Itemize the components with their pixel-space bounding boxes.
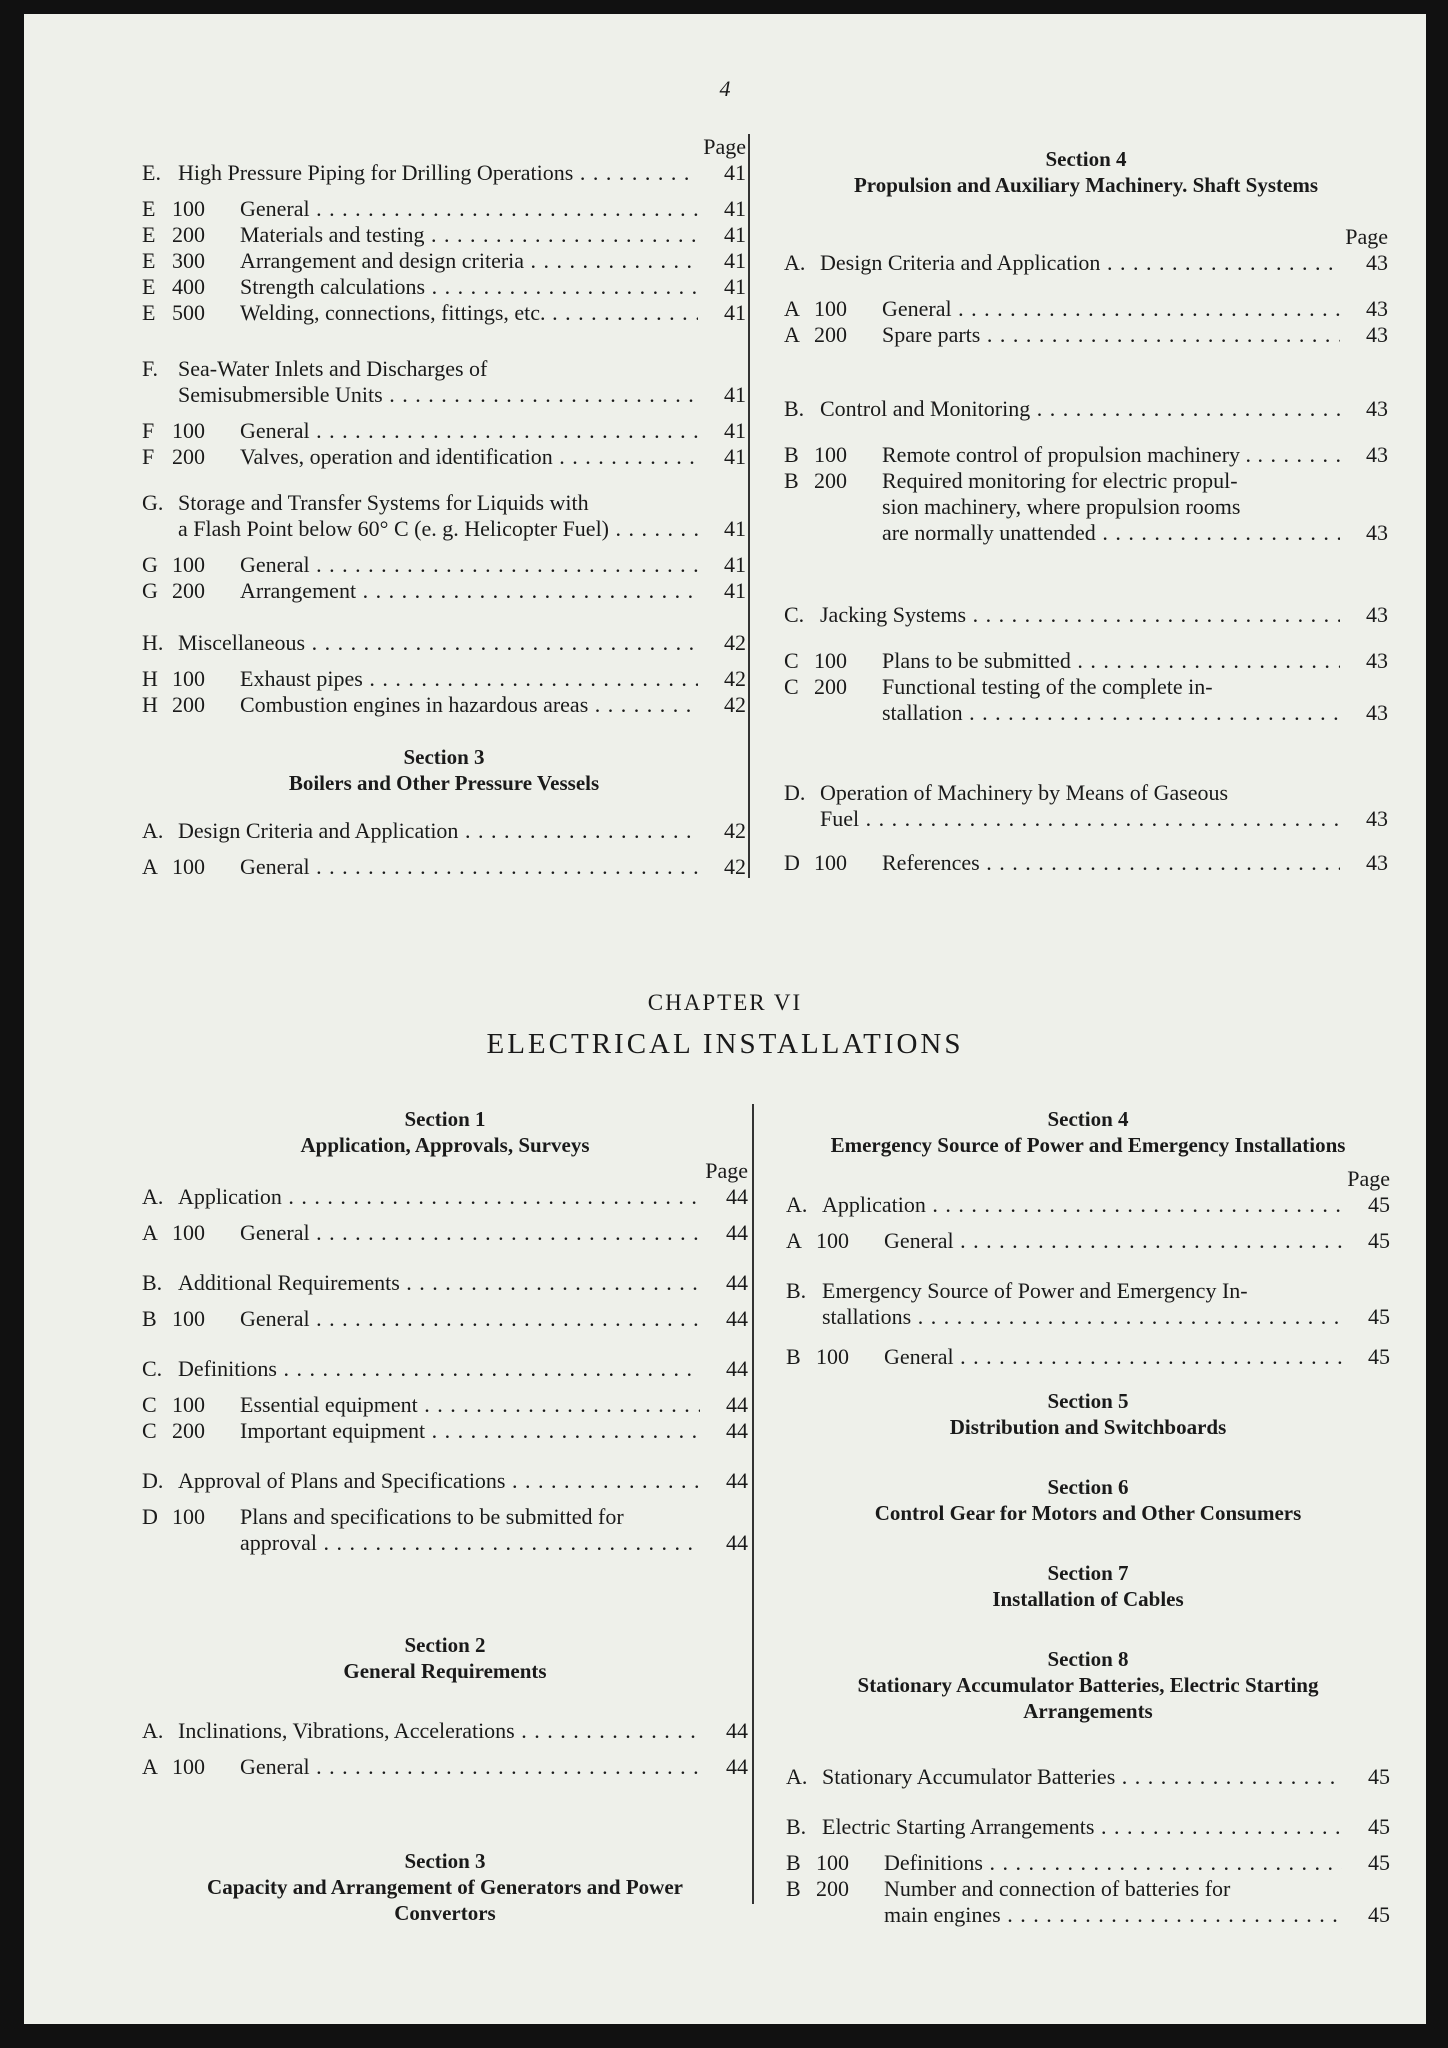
toc-entry: [784, 700, 1388, 726]
toc-entry-title: Inclinations, Vibrations, Accelerations . . .: [178, 1718, 700, 1744]
section-subtitle: Installation of Cables: [992, 1587, 1184, 1611]
toc-entry: [142, 196, 746, 222]
toc-entry-letter: A: [142, 1220, 158, 1245]
toc-entry: [142, 300, 746, 326]
toc-entry-title: Operation of Machinery by Means of Gaseous: [820, 780, 1229, 805]
section-title: Section 5: [1047, 1389, 1129, 1413]
toc-entry-page: 45: [1368, 1814, 1390, 1839]
toc-entry-page: 44: [726, 1270, 748, 1295]
toc-entry-title: Plans to be submitted . . .: [882, 648, 1340, 674]
toc-column-bottom-right: [786, 1094, 1390, 1944]
toc-entry-letter: G: [142, 552, 158, 577]
toc-entry-letter: B.: [784, 396, 805, 421]
toc-entry-number: 200: [814, 322, 847, 347]
section-subtitle: Boilers and Other Pressure Vessels: [288, 771, 600, 795]
toc-entry-number: 100: [814, 850, 847, 875]
toc-entry-number: 100: [814, 648, 847, 673]
toc-entry-letter: A.: [142, 1718, 164, 1743]
toc-entry-letter: G: [142, 578, 158, 603]
toc-entry-letter: A: [784, 296, 800, 321]
toc-entry: [786, 1814, 1390, 1840]
toc-entry: [142, 1418, 748, 1444]
section-title: Section 3: [404, 1849, 486, 1873]
toc-entry: [142, 854, 746, 880]
toc-entry-page: 44: [726, 1530, 748, 1555]
toc-entry-letter: D: [784, 850, 800, 875]
section-subtitle: Arrangements: [1023, 1699, 1153, 1723]
toc-entry: [142, 444, 746, 470]
toc-entry-page: 41: [724, 418, 746, 443]
toc-entry-page: 41: [724, 274, 746, 299]
toc-entry-number: 100: [172, 666, 205, 691]
toc-entry-page: 43: [1366, 520, 1388, 545]
toc-entry: [142, 1504, 748, 1530]
toc-entry-title: Arrangement and design criteria . . .: [240, 248, 698, 274]
toc-entry: [142, 516, 746, 542]
toc-entry-title: Essential equipment . . .: [240, 1392, 700, 1418]
toc-entry-title: are normally unattended . . .: [882, 520, 1340, 546]
toc-entry: [142, 818, 746, 844]
toc-entry-number: 100: [816, 1850, 849, 1875]
section-title: Section 8: [1047, 1647, 1129, 1671]
toc-entry-number: 100: [172, 1220, 205, 1245]
toc-entry-page: 44: [726, 1184, 748, 1209]
toc-entry: [784, 494, 1388, 520]
toc-entry-letter: F.: [142, 356, 158, 381]
toc-entry-page: 43: [1366, 322, 1388, 347]
toc-entry: [142, 248, 746, 274]
toc-entry-title: Semisubmersible Units . . .: [178, 382, 698, 408]
toc-entry-title: a Flash Point below 60° C (e. g. Helicopter Fuel) . . .: [178, 516, 698, 542]
toc-entry-page: 45: [1368, 1228, 1390, 1253]
toc-entry: [784, 396, 1388, 422]
toc-entry-title: Design Criteria and Application . . .: [820, 250, 1340, 276]
toc-entry-letter: E: [142, 300, 156, 325]
toc-entry-page: 43: [1366, 700, 1388, 725]
toc-entry-page: 45: [1368, 1304, 1390, 1329]
toc-entry: [142, 578, 746, 604]
toc-entry: [142, 1754, 748, 1780]
toc-entry: [142, 552, 746, 578]
toc-entry-page: 41: [724, 578, 746, 603]
toc-entry: [784, 322, 1388, 348]
toc-entry-page: 42: [724, 666, 746, 691]
toc-entry-page: 44: [726, 1306, 748, 1331]
toc-entry-title: Emergency Source of Power and Emergency In-: [822, 1278, 1248, 1303]
toc-entry: [786, 1228, 1390, 1254]
toc-entry: [142, 1356, 748, 1382]
toc-entry-page: 43: [1366, 806, 1388, 831]
toc-entry: [142, 418, 746, 444]
toc-entry-title: High Pressure Piping for Drilling Operations . . .: [178, 160, 698, 186]
toc-entry-title: Arrangement . . .: [240, 578, 698, 604]
toc-entry: [784, 442, 1388, 468]
toc-entry-title: Materials and testing . . .: [240, 222, 698, 248]
toc-entry: [142, 692, 746, 718]
toc-entry-letter: A.: [142, 1184, 164, 1209]
toc-entry-page: 44: [726, 1754, 748, 1779]
toc-entry-page: 43: [1366, 396, 1388, 421]
toc-entry-title: Storage and Transfer Systems for Liquids with: [178, 490, 589, 515]
toc-entry: [142, 666, 746, 692]
toc-entry: [142, 274, 746, 300]
toc-entry-letter: A.: [142, 818, 164, 843]
toc-entry-title: stallation . . .: [882, 700, 1340, 726]
toc-entry-page: 41: [724, 382, 746, 407]
toc-entry-title: General . . .: [240, 418, 698, 444]
toc-entry-page: 44: [726, 1392, 748, 1417]
toc-entry-title: Definitions . . .: [884, 1850, 1342, 1876]
section-subtitle: Control Gear for Motors and Other Consumers: [874, 1501, 1302, 1525]
toc-entry-title: General . . .: [240, 196, 698, 222]
toc-entry-number: 100: [172, 196, 205, 221]
chapter-label: CHAPTER VI: [647, 990, 803, 1015]
toc-entry-title: Application . . .: [822, 1192, 1342, 1218]
section-subtitle: Capacity and Arrangement of Generators and Power: [207, 1875, 683, 1899]
toc-entry: [142, 1392, 748, 1418]
toc-entry-title: Fuel . . .: [820, 806, 1340, 832]
toc-entry-letter: B.: [786, 1814, 807, 1839]
toc-entry-letter: D.: [142, 1468, 164, 1493]
toc-entry-page: 45: [1368, 1344, 1390, 1369]
toc-entry: [142, 630, 746, 656]
toc-entry-title: Welding, connections, fittings, etc. . . .: [240, 300, 698, 326]
toc-entry-letter: C: [784, 648, 799, 673]
toc-entry-number: 100: [172, 552, 205, 577]
toc-entry-page: 41: [724, 516, 746, 541]
toc-entry-title: General . . .: [240, 1220, 700, 1246]
toc-entry-title: Definitions . . .: [178, 1356, 700, 1382]
toc-entry-page: 43: [1366, 850, 1388, 875]
toc-column-top-left: [142, 134, 746, 894]
toc-entry-number: 100: [814, 442, 847, 467]
toc-entry-title: Valves, operation and identification . . .: [240, 444, 698, 470]
toc-entry-title: Strength calculations . . .: [240, 274, 698, 300]
section-subtitle: Convertors: [394, 1901, 496, 1925]
toc-entry-number: 200: [814, 674, 847, 699]
toc-entry-title: Control and Monitoring . . .: [820, 396, 1340, 422]
toc-entry-title: Jacking Systems . . .: [820, 602, 1340, 628]
toc-entry-page: 45: [1368, 1192, 1390, 1217]
toc-entry-page: 41: [724, 196, 746, 221]
section-subtitle: Application, Approvals, Surveys: [300, 1133, 590, 1157]
page-column-heading: Page: [1347, 1166, 1390, 1191]
toc-entry-number: 200: [172, 692, 205, 717]
toc-entry-letter: B.: [142, 1270, 163, 1295]
toc-entry: [784, 674, 1388, 700]
toc-entry-title: General . . .: [884, 1344, 1342, 1370]
toc-entry-page: 42: [724, 854, 746, 879]
toc-entry: [142, 356, 746, 382]
toc-entry: [784, 648, 1388, 674]
toc-entry-letter: B: [786, 1850, 801, 1875]
toc-entry-title: Stationary Accumulator Batteries . . .: [822, 1764, 1342, 1790]
toc-entry-page: 44: [726, 1468, 748, 1493]
toc-entry-letter: B.: [786, 1278, 807, 1303]
toc-entry-letter: C: [142, 1392, 157, 1417]
toc-entry: [784, 780, 1388, 806]
toc-entry-letter: E: [142, 248, 156, 273]
toc-entry-page: 41: [724, 160, 746, 185]
toc-entry-letter: A.: [784, 250, 806, 275]
toc-entry-title: References . . .: [882, 850, 1340, 876]
toc-entry-letter: E: [142, 222, 156, 247]
toc-entry-page: 42: [724, 692, 746, 717]
toc-entry-page: 41: [724, 248, 746, 273]
toc-entry-page: 43: [1366, 648, 1388, 673]
toc-entry: [142, 1184, 748, 1210]
toc-entry-letter: A: [786, 1228, 802, 1253]
toc-entry: [784, 250, 1388, 276]
toc-entry-letter: B: [786, 1344, 801, 1369]
toc-entry-letter: D: [142, 1504, 158, 1529]
section-subtitle: Stationary Accumulator Batteries, Electric Starting: [857, 1673, 1319, 1697]
toc-entry-page: 41: [724, 444, 746, 469]
toc-entry-letter: F: [142, 444, 155, 469]
section-title: Section 6: [1047, 1475, 1129, 1499]
toc-entry: [784, 520, 1388, 546]
toc-entry-number: 400: [172, 274, 205, 299]
toc-entry-letter: B: [784, 442, 799, 467]
toc-entry-title: Plans and specifications to be submitted for: [240, 1504, 624, 1529]
toc-entry-letter: G.: [142, 490, 164, 515]
toc-entry-letter: C: [784, 674, 799, 699]
toc-entry-number: 500: [172, 300, 205, 325]
toc-entry-number: 300: [172, 248, 205, 273]
toc-entry-letter: C: [142, 1418, 157, 1443]
toc-entry-title: General . . .: [882, 296, 1340, 322]
toc-entry-title: Miscellaneous . . .: [178, 630, 698, 656]
toc-entry-page: 45: [1368, 1902, 1390, 1927]
toc-entry: [784, 296, 1388, 322]
toc-entry-title: Exhaust pipes . . .: [240, 666, 698, 692]
section-title: Section 1: [404, 1107, 486, 1131]
section-subtitle: Distribution and Switchboards: [949, 1415, 1227, 1439]
toc-entry-title: General . . .: [240, 1306, 700, 1332]
toc-entry-letter: A: [784, 322, 800, 347]
section-title: Section 4: [1047, 1107, 1129, 1131]
toc-entry-page: 45: [1368, 1850, 1390, 1875]
toc-entry-title: Sea-Water Inlets and Discharges of: [178, 356, 488, 381]
page-column-heading: Page: [1345, 224, 1388, 249]
toc-entry-page: 41: [724, 552, 746, 577]
column-divider: [748, 134, 750, 878]
toc-entry: [786, 1344, 1390, 1370]
toc-entry-page: 41: [724, 300, 746, 325]
page-column-heading: Page: [703, 134, 746, 159]
toc-entry-title: Number and connection of batteries for: [884, 1876, 1231, 1901]
section-subtitle: General Requirements: [343, 1659, 547, 1683]
toc-entry: [142, 222, 746, 248]
toc-column-bottom-left: [142, 1094, 748, 1944]
document-page: [24, 14, 1426, 2024]
toc-entry-letter: A.: [786, 1192, 808, 1217]
toc-entry-page: 44: [726, 1356, 748, 1381]
toc-entry-page: 43: [1366, 296, 1388, 321]
toc-entry-number: 100: [172, 854, 205, 879]
toc-entry-title: Combustion engines in hazardous areas . . .: [240, 692, 698, 718]
section-subtitle: Emergency Source of Power and Emergency Installations: [830, 1133, 1346, 1157]
toc-entry: [784, 806, 1388, 832]
toc-entry-title: Functional testing of the complete in-: [882, 674, 1213, 699]
toc-entry-title: approval . . .: [240, 1530, 700, 1556]
toc-entry: [142, 1718, 748, 1744]
toc-entry-letter: E.: [142, 160, 161, 185]
toc-entry-title: Required monitoring for electric propul-: [882, 468, 1238, 493]
toc-entry-number: 200: [172, 444, 205, 469]
page-number: 4: [719, 76, 731, 101]
toc-entry-letter: B: [786, 1876, 801, 1901]
toc-entry-letter: H.: [142, 630, 164, 655]
toc-entry: [142, 160, 746, 186]
toc-entry-title: Spare parts . . .: [882, 322, 1340, 348]
toc-entry-title: Additional Requirements . . .: [178, 1270, 700, 1296]
toc-entry-page: 45: [1368, 1764, 1390, 1789]
toc-entry-number: 100: [816, 1228, 849, 1253]
toc-entry-letter: H: [142, 666, 158, 691]
toc-entry: [142, 1220, 748, 1246]
toc-entry-letter: D.: [784, 780, 806, 805]
toc-entry-number: 200: [172, 578, 205, 603]
toc-entry: [784, 602, 1388, 628]
toc-entry-number: 100: [172, 418, 205, 443]
toc-entry: [142, 1468, 748, 1494]
toc-entry-number: 100: [816, 1344, 849, 1369]
toc-entry-number: 200: [816, 1876, 849, 1901]
toc-entry-page: 43: [1366, 442, 1388, 467]
toc-column-top-right: [784, 134, 1388, 894]
section-title: Section 2: [404, 1633, 486, 1657]
toc-entry-title: General . . .: [240, 552, 698, 578]
section-title: Section 3: [403, 745, 485, 769]
toc-entry: [784, 468, 1388, 494]
toc-entry-title: Approval of Plans and Specifications . . .: [178, 1468, 700, 1494]
toc-entry: [786, 1876, 1390, 1902]
toc-entry-letter: H: [142, 692, 158, 717]
toc-entry-number: 200: [172, 1418, 205, 1443]
toc-entry-number: 100: [814, 296, 847, 321]
toc-entry: [786, 1764, 1390, 1790]
toc-entry-letter: C.: [784, 602, 805, 627]
toc-entry-page: 42: [724, 818, 746, 843]
toc-entry: [786, 1192, 1390, 1218]
toc-entry-title: Design Criteria and Application . . .: [178, 818, 698, 844]
toc-entry-letter: E: [142, 196, 156, 221]
section-title: Section 7: [1047, 1561, 1129, 1585]
toc-entry: [784, 850, 1388, 876]
toc-entry-letter: B: [142, 1306, 157, 1331]
toc-entry-letter: B: [784, 468, 799, 493]
toc-entry: [142, 1530, 748, 1556]
toc-entry-number: 100: [172, 1306, 205, 1331]
toc-entry-title: Important equipment . . .: [240, 1418, 700, 1444]
toc-entry-title: General . . .: [240, 1754, 700, 1780]
toc-entry: [786, 1902, 1390, 1928]
toc-entry-number: 200: [172, 222, 205, 247]
toc-entry-letter: A: [142, 854, 158, 879]
toc-entry-letter: F: [142, 418, 155, 443]
toc-entry-letter: A.: [786, 1764, 808, 1789]
toc-entry-title: Electric Starting Arrangements . . .: [822, 1814, 1342, 1840]
toc-entry-letter: C.: [142, 1356, 163, 1381]
toc-entry-title: main engines . . .: [884, 1902, 1342, 1928]
toc-entry-title: Remote control of propulsion machinery . . . .: [882, 442, 1340, 468]
chapter-title: ELECTRICAL INSTALLATIONS: [486, 1028, 964, 1060]
toc-entry-page: 43: [1366, 250, 1388, 275]
toc-entry: [142, 490, 746, 516]
toc-entry-page: 44: [726, 1418, 748, 1443]
toc-entry-number: 100: [172, 1392, 205, 1417]
toc-entry-page: 43: [1366, 602, 1388, 627]
toc-entry-page: 42: [724, 630, 746, 655]
toc-entry-title: Application . . .: [178, 1184, 700, 1210]
section-title: Section 4: [1045, 147, 1127, 171]
toc-entry-title: General . . .: [240, 854, 698, 880]
column-divider: [752, 1104, 754, 1904]
toc-entry: [786, 1304, 1390, 1330]
toc-entry-letter: A: [142, 1754, 158, 1779]
section-subtitle: Propulsion and Auxiliary Machinery. Shaft Systems: [853, 173, 1318, 197]
toc-entry-page: 44: [726, 1220, 748, 1245]
toc-entry-letter: E: [142, 274, 156, 299]
toc-entry: [786, 1278, 1390, 1304]
toc-entry-number: 100: [172, 1504, 205, 1529]
toc-entry-page: 41: [724, 222, 746, 247]
toc-entry: [142, 1270, 748, 1296]
toc-entry-title: stallations . . .: [822, 1304, 1342, 1330]
toc-entry: [142, 382, 746, 408]
page-column-heading: Page: [705, 1158, 748, 1183]
toc-entry: [786, 1850, 1390, 1876]
toc-entry: [142, 1306, 748, 1332]
toc-entry-title: sion machinery, where propulsion rooms: [882, 494, 1241, 519]
toc-entry-page: 44: [726, 1718, 748, 1743]
toc-entry-number: 100: [172, 1754, 205, 1779]
toc-entry-number: 200: [814, 468, 847, 493]
toc-entry-title: General . . .: [884, 1228, 1342, 1254]
